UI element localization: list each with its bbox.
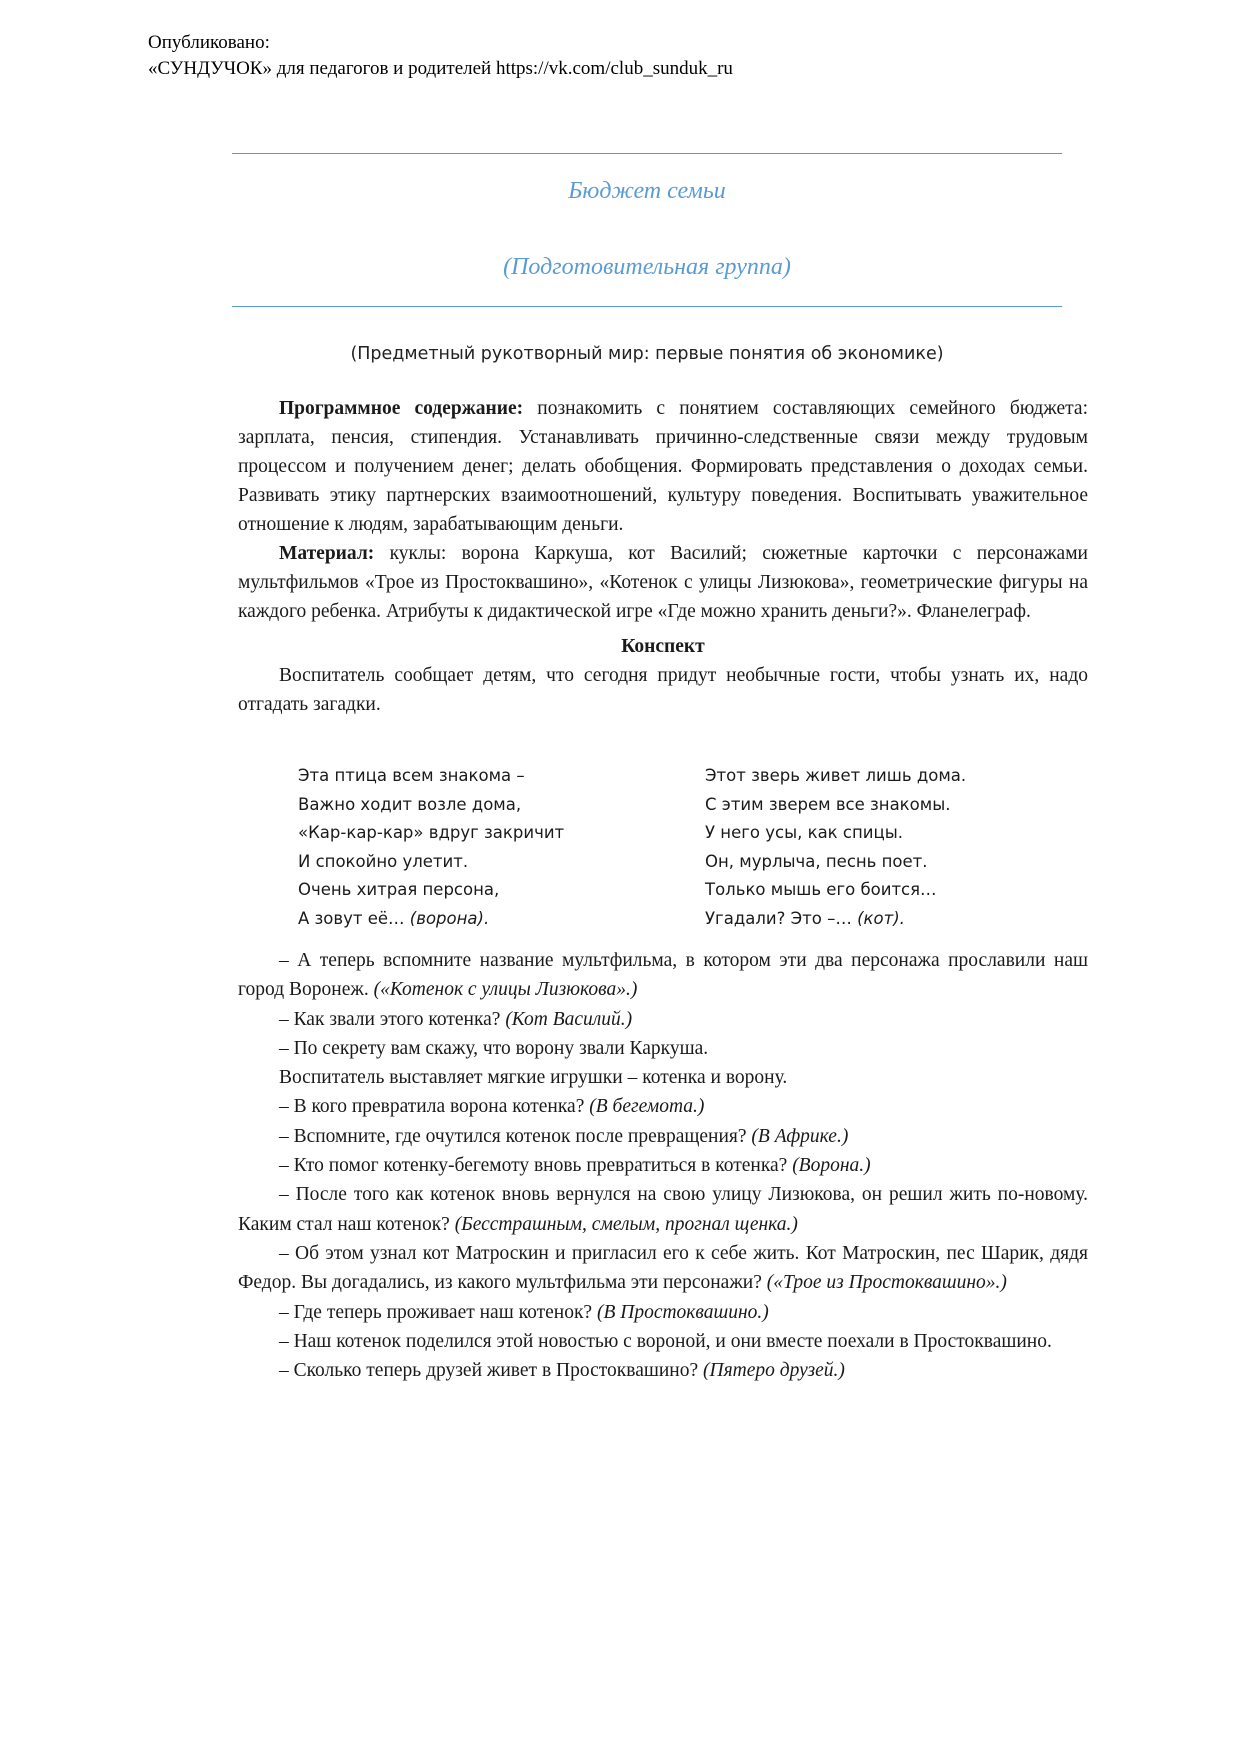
dialogue-answer: (Кот Василий.)	[505, 1008, 633, 1030]
dialogue-answer: (В бегемота.)	[589, 1096, 705, 1118]
dialogue-answer: («Трое из Простоквашино».)	[766, 1272, 1007, 1294]
program-paragraph	[238, 394, 1088, 539]
riddle-line: Эта птица всем знакома –	[298, 766, 525, 785]
dialogue-answer: (Пятеро друзей.)	[703, 1360, 845, 1382]
riddle-line: Важно ходит возле дома,	[298, 794, 522, 814]
dialogue-answer: (Ворона.)	[792, 1155, 871, 1177]
riddle-line: А зовут её… (ворона).	[298, 908, 490, 928]
page-title: Бюджет семьи	[568, 178, 726, 204]
dialogue-line: – А теперь вспомните название мультфильма, в котором эти два персонажа прославили наш город Воронеж. («Котенок с улицы Лизюкова».)	[238, 950, 1088, 1001]
konspekt-intro: Воспитатель сообщает детям, что сегодня придут необычные гости, чтобы узнать их, надо отгадать загадки.	[238, 665, 1088, 715]
dialogue-line: – Как звали этого котенка? (Кот Василий.)	[278, 1008, 633, 1030]
top-divider	[232, 153, 1062, 154]
konspekt-heading: Конспект	[621, 636, 705, 657]
dialogue-line: – Сколько теперь друзей живет в Простоквашино? (Пятеро друзей.)	[278, 1360, 845, 1382]
riddle-line: У него усы, как спицы.	[705, 823, 903, 842]
dialogue-answer: (В Африке.)	[751, 1125, 849, 1147]
bottom-divider	[232, 306, 1062, 307]
source-line: «СУНДУЧОК» для педагогов и родителей https://vk.com/club_sunduk_ru	[148, 58, 733, 79]
dialogue-line: – Об этом узнал кот Матроскин и пригласил его к себе жить. Кот Матроскин, пес Шарик, дядя Федор. Вы догадались, из какого мультфильма эти персонажи? («Трое из Простоквашино».)	[238, 1242, 1088, 1294]
dialogue-line: – Вспомните, где очутился котенок после превращения? (В Африке.)	[278, 1125, 849, 1147]
dialogue-line: – Кто помог котенку-бегемоту вновь превратиться в котенка? (Ворона.)	[278, 1155, 871, 1177]
riddle-line: Только мышь его боится…	[705, 880, 937, 899]
published-label: Опубликовано:	[148, 32, 270, 53]
material-text: куклы: ворона Каркуша, кот Василий; сюжетные карточки с персонажами мультфильмов «Трое из Простоквашино», «Котенок с улицы Лизюкова», геометрические фигуры на каждого ребенка. Атрибуты к дидактической игре «Где можно хранить деньги?». Фланелеграф.	[238, 543, 1088, 622]
riddle-answer: (кот).	[857, 908, 905, 928]
publication-note	[148, 30, 733, 82]
program-text: познакомить с понятием составляющих семейного бюджета: зарплата, пенсия, стипендия. Устанавливать причинно-следственные связи между трудовым процессом и получением денег; делать обобщения. Формировать представления о доходах семьи. Развивать этику партнерских взаимоотношений, культуру поведения. Воспитывать уважительное отношение к людям, зарабатывающим деньги.	[238, 398, 1088, 535]
riddle-line: Он, мурлыча, песнь поет.	[705, 851, 928, 871]
riddle-line: И спокойно улетит.	[298, 851, 469, 871]
dialogue-line: – Где теперь проживает наш котенок? (В Простоквашино.)	[278, 1301, 769, 1323]
material-label: Материал:	[278, 543, 375, 564]
dialogue-block	[238, 946, 1088, 1385]
riddle-right	[705, 762, 966, 933]
dialogue-answer: («Котенок с улицы Лизюкова».)	[373, 979, 638, 1001]
section-subtitle: (Предметный рукотворный мир: первые понятия об экономике)	[350, 344, 944, 364]
riddle-line: «Кар-кар-кар» вдруг закричит	[298, 823, 565, 842]
dialogue-line: – В кого превратила ворона котенка? (В бегемота.)	[278, 1096, 705, 1118]
program-label: Программное содержание:	[278, 398, 524, 419]
program-block	[238, 394, 1088, 719]
dialogue-answer: (Бесстрашным, смелым, прогнал щенка.)	[454, 1213, 798, 1235]
riddle-line: Этот зверь живет лишь дома.	[705, 766, 967, 785]
material-paragraph	[238, 539, 1088, 626]
riddle-line: Угадали? Это –… (кот).	[705, 908, 905, 928]
riddle-line: С этим зверем все знакомы.	[705, 794, 951, 814]
dialogue-line: – По секрету вам скажу, что ворону звали Каркуша.	[278, 1037, 709, 1059]
dialogue-answer: (В Простоквашино.)	[596, 1301, 769, 1323]
group-title: (Подготовительная группа)	[503, 254, 791, 280]
dialogue-line: – После того как котенок вновь вернулся на свою улицу Лизюкова, он решил жить по-новому. Каким стал наш котенок? (Бесстрашным, смелым, прогнал щенка.)	[238, 1184, 1088, 1235]
dialogue-line: – Наш котенок поделился этой новостью с вороной, и они вместе поехали в Простоквашино.	[278, 1330, 1052, 1352]
riddle-answer: (ворона).	[409, 908, 490, 928]
riddle-line: Очень хитрая персона,	[298, 880, 500, 899]
riddle-left	[298, 762, 564, 933]
dialogue-line: Воспитатель выставляет мягкие игрушки – котенка и ворону.	[278, 1067, 788, 1089]
